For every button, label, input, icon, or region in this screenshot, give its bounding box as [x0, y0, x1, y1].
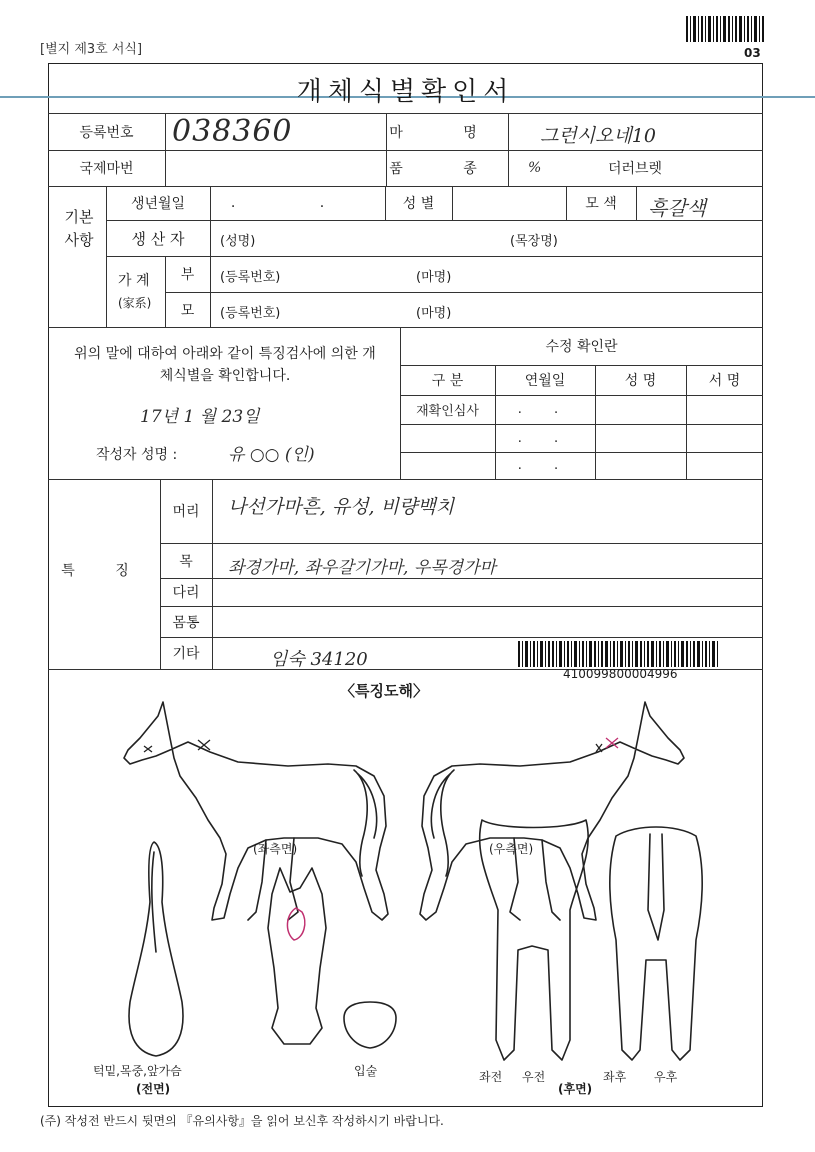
front-view-caption: (전면) [136, 1082, 171, 1096]
pedigree-sub: (家系) [118, 296, 152, 310]
dam-reg-hint: (등록번호) [220, 306, 281, 321]
top-barcode [686, 16, 766, 42]
sex-label: 성 별 [402, 196, 435, 212]
fix-col-kind: 구 분 [431, 373, 464, 389]
left-side-horse [124, 702, 388, 920]
face-view [268, 868, 326, 1044]
hind-left-caption: 좌후 [603, 1070, 627, 1084]
feature-value-neck: 좌경가마, 좌우갈기가마, 우목경가마 [228, 558, 496, 578]
fix-title: 수정 확인란 [545, 339, 618, 355]
basic-section-label: 기본사항 [64, 208, 94, 249]
confirm-statement: 위의 말에 대하여 아래와 같이 특징검사에 의한 개체식별을 확인합니다. [74, 346, 376, 384]
sire-label: 부 [180, 267, 195, 283]
feature-label-other: 기타 [172, 646, 200, 662]
feature-label-legs: 다리 [172, 585, 200, 601]
feature-value-other: 임숙 34120 [270, 649, 368, 670]
fix-row-kind: 재확인심사 [416, 404, 479, 419]
birth-value: . . [230, 195, 365, 211]
features-section-label: 특 징 [61, 563, 147, 579]
reg-no-label: 등록번호 [79, 124, 134, 141]
birth-label: 생년월일 [130, 196, 186, 212]
feature-value-head: 나선가마흔, 유성, 비량백치 [228, 496, 455, 518]
left-side-caption: (좌측면) [253, 842, 298, 856]
feature-label-head: 머리 [172, 504, 200, 520]
producer-label: 생 산 자 [131, 229, 185, 248]
feature-label-body: 몸통 [172, 614, 200, 631]
barcode-number: 410099800004996 [563, 667, 678, 681]
form-number: [별지 제3호 서식] [40, 42, 143, 57]
feature-label-neck: 목 [179, 553, 193, 570]
rear-view [610, 827, 702, 1060]
fix-col-sign: 서 명 [708, 373, 741, 389]
hind-right-caption: 우후 [654, 1070, 678, 1084]
breed-mark: % [528, 160, 542, 176]
front-left-caption: 좌전 [479, 1070, 503, 1084]
right-side-horse [420, 702, 684, 920]
page-code: 03 [744, 46, 761, 60]
horse-name-label: 마 명 [389, 124, 505, 141]
color-label: 모 색 [585, 196, 617, 212]
producer-name-hint: (성명) [220, 234, 256, 249]
diagram-title: 〈특징도해〉 [340, 682, 428, 700]
dam-name-hint: (마명) [416, 306, 452, 321]
breed-value: 더러브렛 [607, 161, 663, 177]
footnote: (주) 작성전 반드시 뒷면의 『유의사항』을 읽어 보신후 작성하시기 바랍니다. [40, 1114, 444, 1128]
muzzle-view [344, 1002, 396, 1048]
author-sign: 유 ○○ (인) [228, 445, 315, 465]
fix-row-date: . . [517, 430, 573, 446]
rear-view-caption: (후면) [558, 1082, 593, 1096]
lip-caption: 입술 [354, 1064, 378, 1078]
page-title: 개체식별확인서 [296, 76, 515, 107]
reg-no-value: 038360 [172, 114, 293, 149]
right-side-caption: (우측면) [489, 842, 534, 856]
front-caption: 턱밑,목중,앞가슴 [93, 1064, 182, 1078]
fix-col-name: 성 명 [624, 373, 657, 389]
intl-no-label: 국제마번 [79, 161, 134, 177]
producer-farm-hint: (목장명) [510, 234, 558, 249]
sire-name-hint: (마명) [416, 270, 452, 285]
horse-diagrams [48, 690, 763, 1102]
fix-row-date: . . [517, 402, 573, 417]
dam-label: 모 [180, 302, 195, 319]
date-written: 17년 1 월 23일 [140, 407, 260, 427]
fix-row-date: . . [517, 458, 573, 473]
breed-label: 품 종 [389, 161, 505, 177]
pedigree-label: 가 계 [118, 273, 150, 289]
sire-reg-hint: (등록번호) [220, 270, 281, 285]
horse-name-value: 그런시오네10 [540, 125, 656, 147]
front-right-caption: 우전 [522, 1070, 546, 1084]
feature-barcode [516, 641, 721, 667]
fix-col-date: 연월일 [524, 373, 566, 389]
author-label: 작성자 성명 : [96, 447, 178, 463]
front-neck-view [129, 842, 183, 1056]
color-value: 흑갈색 [648, 196, 706, 220]
